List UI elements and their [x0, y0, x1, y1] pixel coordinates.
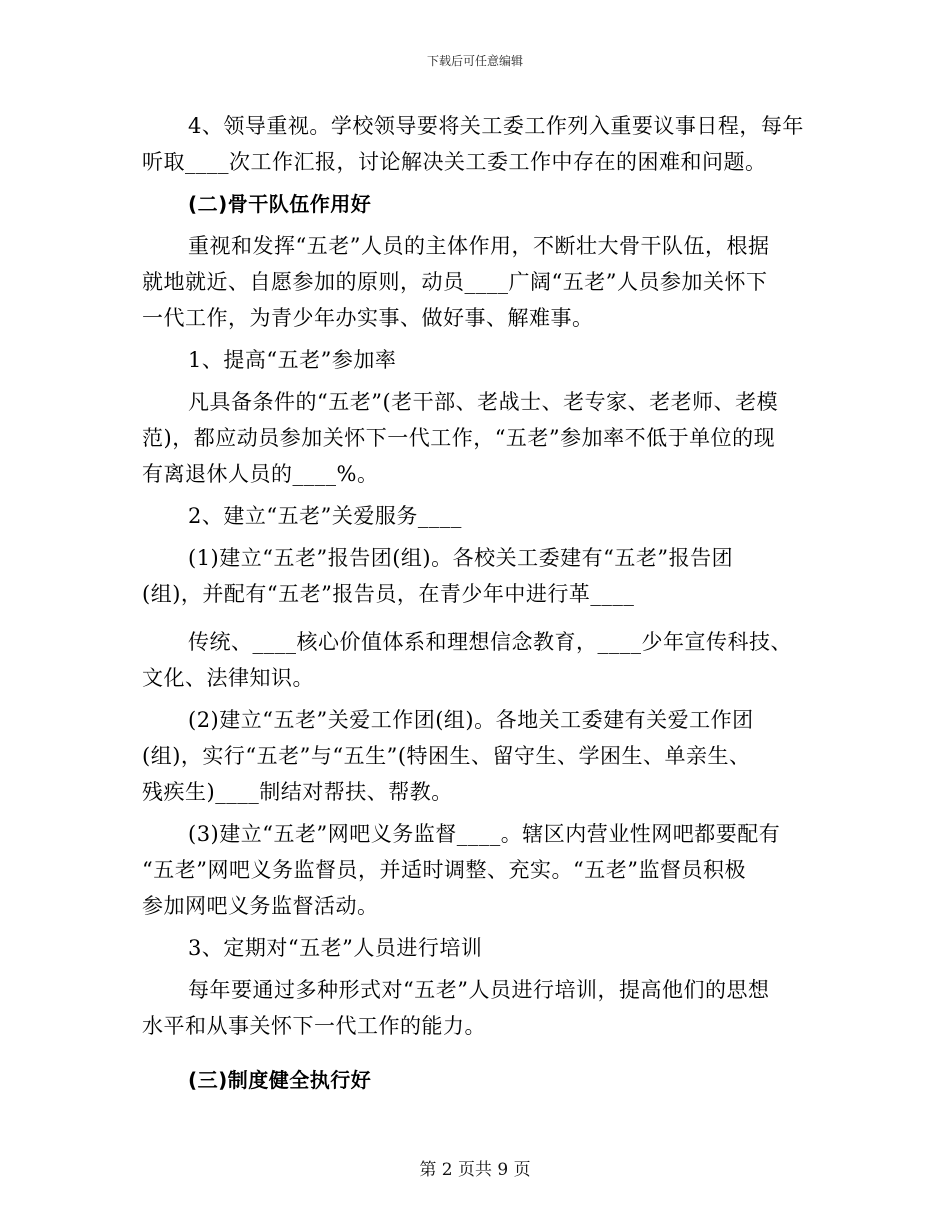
- body-text-line: 2、建立“五老”关爱服务____: [188, 504, 462, 528]
- section-heading: (三)制度健全执行好: [188, 1068, 372, 1092]
- body-text-line: 传统、____核心价值体系和理想信念教育，____少年宣传科技、: [188, 630, 792, 654]
- page-footer: 第 2 页共 9 页: [419, 1160, 531, 1180]
- page-header: 下载后可任意编辑: [426, 54, 523, 68]
- body-text-line: (组)，并配有“五老”报告员，在青少年中进行革____: [142, 582, 635, 606]
- body-text-line: 水平和从事关怀下一代工作的能力。: [142, 1014, 486, 1038]
- body-text-line: 每年要通过多种形式对“五老”人员进行培训，提高他们的思想: [188, 978, 770, 1002]
- body-text-line: 3、定期对“五老”人员进行培训: [188, 936, 483, 960]
- body-text-line: “五老”网吧义务监督员，并适时调整、充实。“五老”监督员积极: [142, 858, 746, 882]
- body-text-line: 残疾生)____制结对帮扶、帮教。: [142, 780, 453, 804]
- body-text-line: 有离退休人员的____%。: [142, 462, 379, 486]
- body-text-line: 范)，都应动员参加关怀下一代工作，“五老”参加率不低于单位的现: [142, 426, 776, 450]
- body-text-line: 1、提高“五老”参加率: [188, 348, 397, 372]
- body-text-line: 听取____次工作汇报，讨论解决关工委工作中存在的困难和问题。: [142, 150, 767, 174]
- body-text-line: 一代工作，为青少年办实事、做好事、解难事。: [142, 306, 594, 330]
- document-body: [142, 108, 810, 1098]
- body-text-line: 4、领导重视。学校领导要将关工委工作列入重要议事日程，每年: [188, 114, 804, 138]
- body-text-line: (3)建立“五老”网吧义务监督____。辖区内营业性网吧都要配有: [188, 822, 781, 846]
- section-heading: (二)骨干队伍作用好: [188, 192, 372, 216]
- body-text-line: 参加网吧义务监督活动。: [142, 894, 379, 918]
- body-text-line: 重视和发挥“五老”人员的主体作用，不断壮大骨干队伍，根据: [188, 234, 770, 258]
- body-text-line: 文化、法律知识。: [142, 666, 314, 690]
- body-text-line: (1)建立“五老”报告团(组)。各校关工委建有“五老”报告团: [188, 546, 734, 570]
- body-text-line: (2)建立“五老”关爱工作团(组)。各地关工委建有关爱工作团: [188, 708, 754, 732]
- body-text-line: 就地就近、自愿参加的原则，动员____广阔“五老”人员参加关怀下: [142, 270, 768, 294]
- body-text-line: (组)，实行“五老”与“五生”(特困生、留守生、学困生、单亲生、: [142, 744, 751, 768]
- body-text-line: 凡具备条件的“五老”(老干部、老战士、老专家、老老师、老模: [188, 390, 779, 414]
